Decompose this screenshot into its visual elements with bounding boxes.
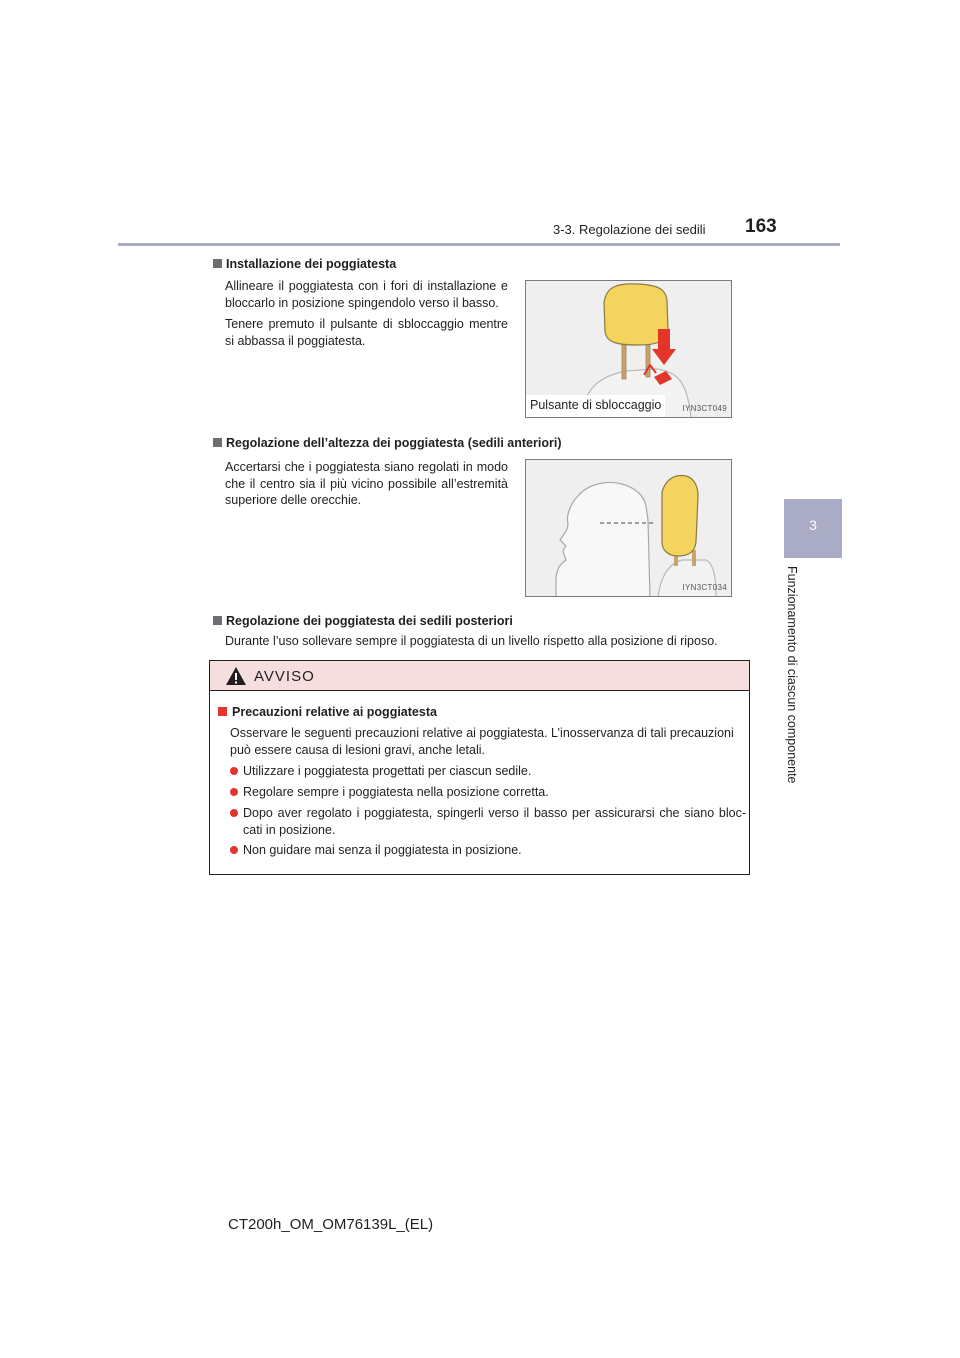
chapter-number: 3 bbox=[809, 517, 817, 533]
warning-triangle-icon bbox=[225, 666, 247, 686]
warning-subheading: Precauzioni relative ai poggiatesta bbox=[218, 705, 437, 719]
chapter-tab bbox=[784, 499, 842, 558]
warning-intro: Osservare le seguenti precauzioni relative ai poggiatesta. L’inosservanza di tali precauzioni può essere causa di lesioni gravi, anche letali. bbox=[230, 726, 734, 757]
red-square-bullet-icon bbox=[218, 707, 227, 716]
red-dot-bullet-icon bbox=[230, 809, 238, 817]
install-paragraph-2: Tenere premuto il pulsante di sbloccaggio mentre si abbassa il poggiatesta. bbox=[225, 317, 508, 348]
warning-bullet: Regolare sempre i poggiatesta nella posizione corretta. bbox=[230, 784, 746, 801]
section-heading-rear: Regolazione dei poggiatesta dei sedili posteriori bbox=[213, 614, 513, 628]
header-rule bbox=[118, 243, 840, 246]
red-dot-bullet-icon bbox=[230, 788, 238, 796]
running-header-section: 3-3. Regolazione dei sedili bbox=[553, 222, 706, 237]
document-code: CT200h_OM_OM76139L_(EL) bbox=[228, 1216, 434, 1233]
red-dot-bullet-icon bbox=[230, 846, 238, 854]
figure-headrest-install bbox=[525, 280, 732, 418]
install-paragraph-1: Allineare il poggiatesta con i fori di installazione e bloccarlo in posizione spingendolo verso il basso. bbox=[225, 279, 508, 310]
square-bullet-icon bbox=[213, 616, 222, 625]
figure-code-height: IYN3CT034 bbox=[682, 583, 727, 592]
release-button-callout: Pulsante di sbloccaggio bbox=[526, 395, 665, 417]
section-heading-height: Regolazione dell’altezza dei poggiatesta (sedili anteriori) bbox=[213, 436, 562, 450]
warning-box bbox=[209, 660, 750, 875]
chapter-label: Funzionamento di ciascun componente bbox=[785, 566, 799, 784]
square-bullet-icon bbox=[213, 259, 222, 268]
page-number: 163 bbox=[745, 216, 777, 237]
chapter-label-vertical bbox=[785, 566, 805, 796]
height-paragraph-1: Accertarsi che i poggiatesta siano regolati in modo che il centro sia il più vicino possibile all’estremità superiore delle orecchie. bbox=[225, 460, 508, 507]
warning-title: AVVISO bbox=[254, 668, 315, 685]
warning-bullet: Non guidare mai senza il poggiatesta in posizione. bbox=[230, 842, 746, 859]
warning-bullet: Utilizzare i poggiatesta progettati per ciascun sedile. bbox=[230, 763, 746, 780]
red-dot-bullet-icon bbox=[230, 767, 238, 775]
square-bullet-icon bbox=[213, 438, 222, 447]
figure-headrest-height bbox=[525, 459, 732, 597]
warning-header bbox=[210, 661, 749, 691]
section-heading-install: Installazione dei poggiatesta bbox=[213, 257, 396, 271]
warning-bullet: Dopo aver regolato i poggiatesta, spingerli verso il basso per assicurarsi che siano bloc-cati in posizione. bbox=[230, 805, 746, 838]
headrest-height-illustration bbox=[526, 460, 732, 597]
figure-code-install: IYN3CT049 bbox=[682, 404, 727, 413]
rear-paragraph-1: Durante l’uso sollevare sempre il poggiatesta di un livello rispetto alla posizione di riposo. bbox=[225, 634, 718, 648]
